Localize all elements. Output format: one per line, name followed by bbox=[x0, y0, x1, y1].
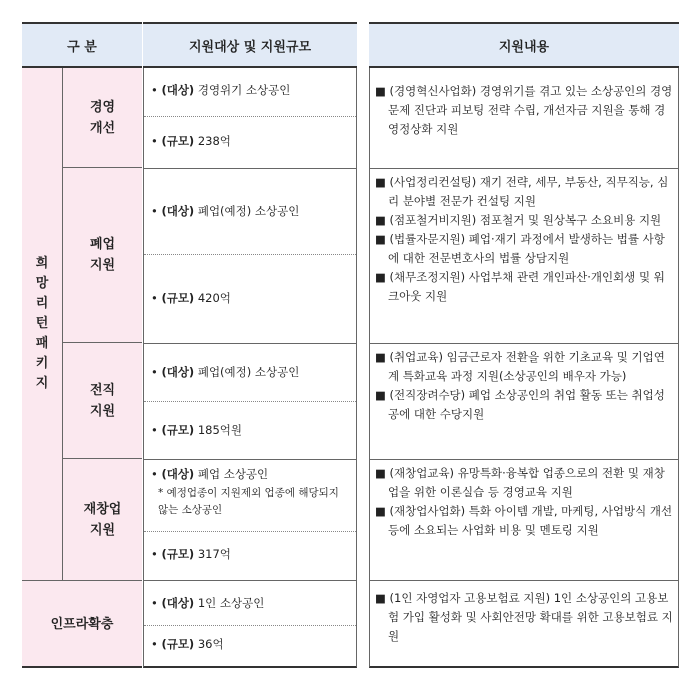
group-label-char: 지 bbox=[35, 376, 49, 391]
sub-management-improvement: 경영 개선 bbox=[63, 68, 142, 168]
content-item: ■ (법률자문지원) 폐업·재기 과정에서 발생하는 법률 사항에 대한 전문변호사의 법률 상담지원 bbox=[375, 232, 665, 265]
row1-budget-text: 420억 bbox=[197, 291, 231, 305]
group-label-char: 희 bbox=[35, 256, 49, 271]
row3-target-text: 폐업 소상공인 bbox=[197, 467, 269, 481]
divider bbox=[144, 116, 356, 117]
row3-contents bbox=[375, 464, 674, 540]
header-category-label: 구 분 bbox=[67, 39, 97, 55]
divider bbox=[144, 401, 356, 402]
content-item: ■ (채무조정지원) 사업부채 관련 개인파산·개인회생 및 워크아웃 지원 bbox=[375, 270, 665, 303]
target-prefix: (대상) bbox=[161, 204, 195, 218]
row2-target-text: 폐업(예정) 소상공인 bbox=[197, 365, 300, 379]
group-label-char: 리 bbox=[35, 296, 49, 311]
bullet: • bbox=[151, 596, 158, 610]
row0-target bbox=[151, 82, 350, 99]
row4-target-text: 1인 소상공인 bbox=[197, 596, 265, 610]
bullet: • bbox=[151, 365, 158, 379]
row1-budget bbox=[151, 290, 350, 307]
group-label bbox=[22, 68, 63, 580]
header-target-label: 지원대상 및 지원규모 bbox=[188, 39, 312, 55]
row2-target bbox=[151, 364, 350, 381]
row0-budget bbox=[151, 133, 350, 150]
bullet: • bbox=[151, 467, 158, 481]
header-target bbox=[143, 22, 357, 68]
header-category bbox=[22, 22, 142, 68]
group-label-text bbox=[36, 254, 49, 394]
sub-closure-support: 폐업 지원 bbox=[63, 168, 142, 343]
bullet: • bbox=[151, 291, 158, 305]
row4-contents bbox=[375, 589, 674, 646]
row4-budget bbox=[151, 636, 350, 653]
divider bbox=[144, 625, 356, 626]
row1-contents bbox=[375, 173, 674, 306]
content-item: ■ (재창업교육) 유망특화·융복합 업종으로의 전환 및 재창업을 위한 이론실습 등 경영교육 지원 bbox=[375, 466, 665, 499]
row1-target-text: 폐업(예정) 소상공인 bbox=[197, 204, 300, 218]
budget-prefix: (규모) bbox=[161, 637, 195, 651]
row3-budget-text: 317억 bbox=[197, 547, 231, 561]
row-divider bbox=[144, 580, 356, 581]
bullet: • bbox=[151, 547, 158, 561]
bullet: • bbox=[151, 423, 158, 437]
target-prefix: (대상) bbox=[161, 365, 195, 379]
group-label-char: 망 bbox=[35, 276, 49, 291]
content-item: ■ (점포철거비지원) 점포철거 및 원상복구 소요비용 지원 bbox=[375, 213, 662, 227]
row0-contents bbox=[375, 82, 674, 139]
row-divider bbox=[370, 580, 678, 581]
header-content-label: 지원내용 bbox=[498, 39, 550, 55]
target-prefix: (대상) bbox=[161, 83, 195, 97]
bullet: • bbox=[151, 134, 158, 148]
row-divider bbox=[144, 168, 356, 169]
budget-prefix: (규모) bbox=[161, 291, 195, 305]
sub-job-transition: 전직 지원 bbox=[63, 343, 142, 459]
row3-target bbox=[151, 466, 350, 483]
content-item: ■ (재창업사업화) 특화 아이템 개발, 마케팅, 사업방식 개선 등에 소요되는 사업화 비용 및 멘토링 지원 bbox=[375, 504, 673, 537]
group-label-char: 턴 bbox=[35, 316, 49, 331]
target-column bbox=[143, 68, 357, 668]
content-item: ■ (취업교육) 임금근로자 전환을 위한 기초교육 및 기업연계 특화교육 과정 지원(소상공인의 배우자 가능) bbox=[375, 350, 665, 383]
row-divider bbox=[144, 459, 356, 460]
row2-budget bbox=[151, 422, 350, 439]
row-divider bbox=[370, 459, 678, 460]
content-item: ■ (1인 자영업자 고용보험료 지원) 1인 소상공인의 고용보험 가입 활성화 및 사회안전망 확대를 위한 고용보험료 지원 bbox=[375, 591, 673, 643]
row3-budget bbox=[151, 546, 350, 563]
row1-target bbox=[151, 203, 350, 220]
row2-contents bbox=[375, 348, 674, 424]
row3-note: * 예정업종이 지원제외 업종에 해당되지 않는 소상공인 bbox=[158, 487, 339, 516]
row0-budget-text: 238억 bbox=[197, 134, 231, 148]
content-item: ■ (사업정리컨설팅) 재기 전략, 세무, 부동산, 직무직능, 심리 분야별 전문가 컨설팅 지원 bbox=[375, 175, 669, 208]
target-prefix: (대상) bbox=[161, 596, 195, 610]
budget-prefix: (규모) bbox=[161, 134, 195, 148]
group-label-char: 키 bbox=[35, 356, 49, 371]
divider bbox=[144, 531, 356, 532]
content-item: ■ (전직장려수당) 폐업 소상공인의 취업 활동 또는 취업성공에 대한 수당지원 bbox=[375, 388, 665, 421]
header-content bbox=[369, 22, 679, 68]
row4-budget-text: 36억 bbox=[197, 637, 224, 651]
content-column bbox=[369, 68, 679, 668]
row-divider bbox=[370, 168, 678, 169]
row2-budget-text: 185억원 bbox=[197, 423, 243, 437]
row0-target-text: 경영위기 소상공인 bbox=[197, 83, 291, 97]
content-item: ■ (경영혁신사업화) 경영위기를 겪고 있는 소상공인의 경영문제 진단과 피보팅 전략 수립, 개선자금 지원을 통해 경영정상화 지원 bbox=[375, 84, 673, 136]
bullet: • bbox=[151, 637, 158, 651]
bullet: • bbox=[151, 83, 158, 97]
budget-prefix: (규모) bbox=[161, 547, 195, 561]
target-prefix: (대상) bbox=[161, 467, 195, 481]
divider bbox=[144, 254, 356, 255]
sub-infrastructure: 인프라확충 bbox=[22, 580, 142, 668]
group-label-char: 패 bbox=[35, 336, 49, 351]
sub-restart-support: 재창업 지원 bbox=[83, 501, 122, 538]
row-divider bbox=[144, 343, 356, 344]
budget-prefix: (규모) bbox=[161, 423, 195, 437]
row-divider bbox=[370, 343, 678, 344]
bullet: • bbox=[151, 204, 158, 218]
row4-target bbox=[151, 595, 350, 612]
